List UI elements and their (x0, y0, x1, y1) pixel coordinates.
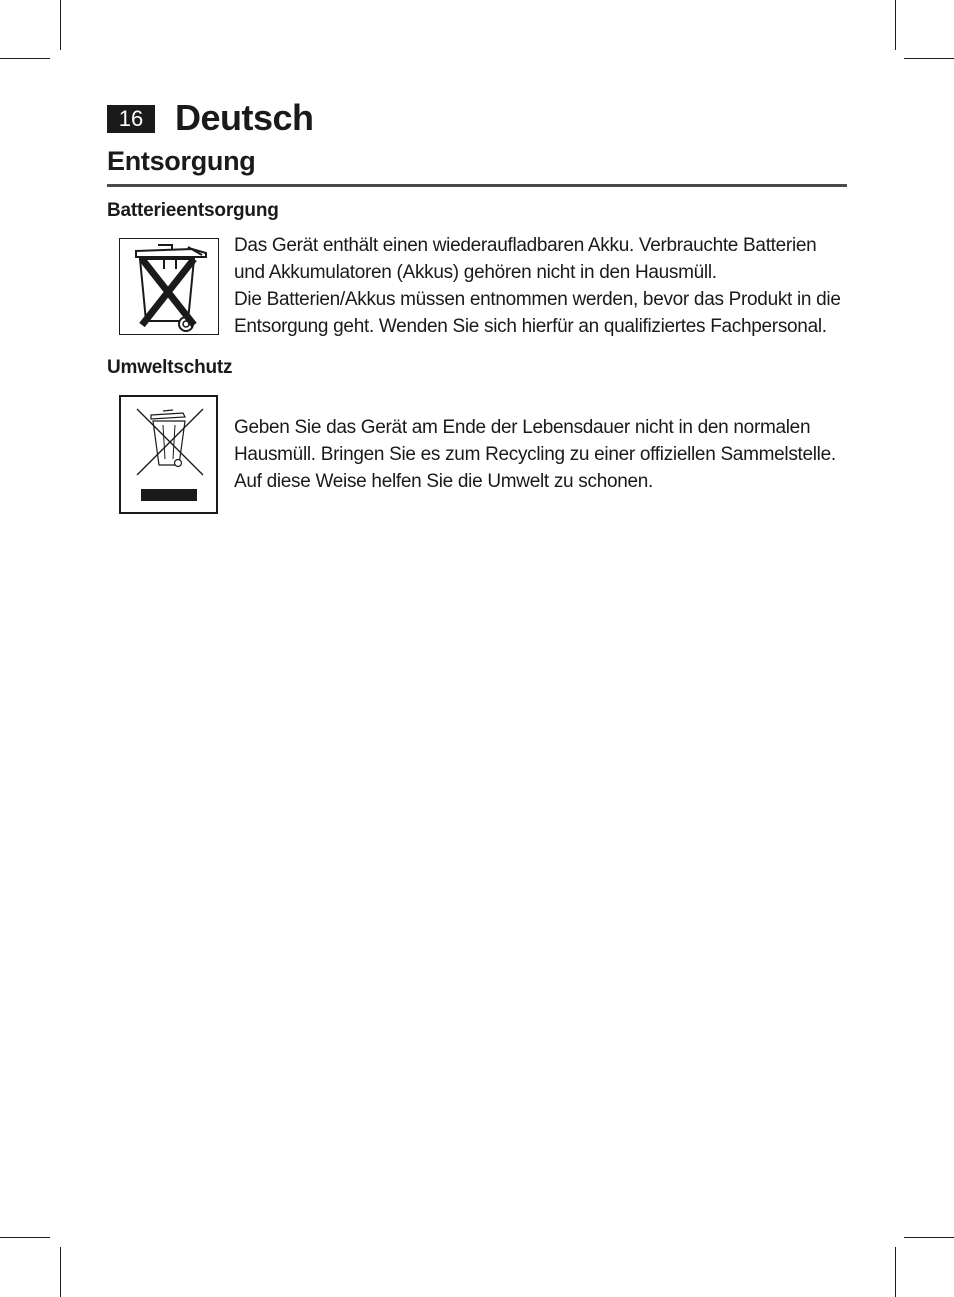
crop-mark-top-right-horizontal (904, 58, 954, 59)
page-header (107, 98, 314, 138)
text-line: Die Batterien/Akkus müssen entnommen werden, bevor das Produkt in die (234, 289, 841, 310)
battery-heading: Batterieentsorgung (107, 200, 279, 221)
text-line: Das Gerät enthält einen wiederaufladbaren Akku. Verbrauchte Batterien (234, 235, 817, 256)
crop-mark-top-left-vertical (60, 0, 61, 50)
crop-mark-bottom-left-horizontal (0, 1237, 50, 1238)
text-line: Entsorgung geht. Wenden Sie sich hierfür an qualifiziertes Fachpersonal. (234, 316, 827, 337)
crop-mark-bottom-right-horizontal (904, 1237, 954, 1238)
crop-mark-top-right-vertical (895, 0, 896, 50)
weee-crossed-out-bin-icon (119, 395, 218, 514)
environment-heading: Umweltschutz (107, 357, 233, 378)
crop-mark-top-left-horizontal (0, 58, 50, 59)
crop-mark-bottom-right-vertical (895, 1247, 896, 1297)
section-divider (107, 184, 847, 187)
text-line: Geben Sie das Gerät am Ende der Lebensdauer nicht in den normalen (234, 417, 811, 438)
text-line: Auf diese Weise helfen Sie die Umwelt zu schonen. (234, 471, 654, 492)
page-language-title: Deutsch (175, 97, 314, 138)
section-title: Entsorgung (107, 146, 256, 176)
environment-text (234, 414, 854, 495)
text-line: und Akkumulatoren (Akkus) gehören nicht in den Hausmüll. (234, 262, 717, 283)
text-line: Hausmüll. Bringen Sie es zum Recycling zu einer offiziellen Sammelstelle. (234, 444, 836, 465)
page-number: 16 (107, 105, 155, 133)
crop-mark-bottom-left-vertical (60, 1247, 61, 1297)
battery-disposal-text (234, 232, 854, 340)
crossed-out-bin-icon (119, 238, 219, 335)
